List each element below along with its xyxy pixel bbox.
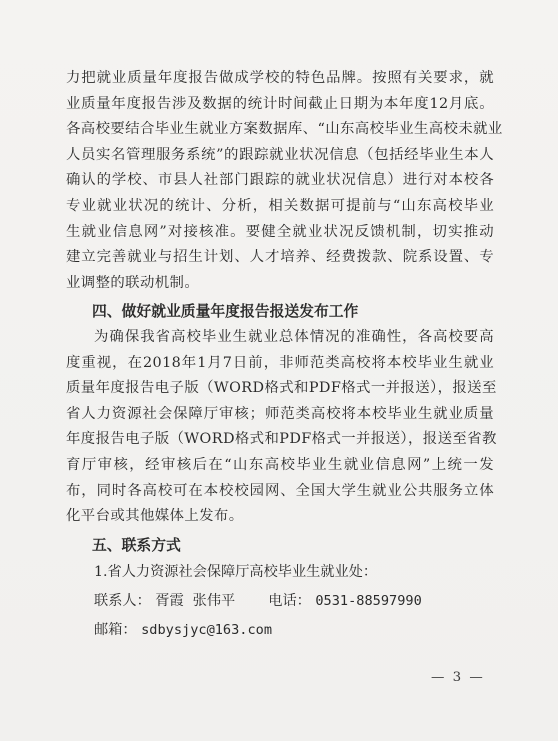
page-number: — 3 — (431, 670, 485, 685)
text-line: 年度报告电子版（WORD格式和PDF格式一并报送），报送至省教 (66, 431, 497, 448)
contact-person-label: 联系人： (94, 593, 151, 610)
text-line: 业调整的联动机制。 (66, 274, 200, 291)
text-line: 力把就业质量年度报告做成学校的特色品牌。按照有关要求，就 (66, 70, 494, 86)
contact-persons-row (66, 587, 494, 616)
contact-email-row (66, 616, 494, 645)
text-line: 业质量年度报告涉及数据的统计时间截止日期为本年度12月底。 (66, 95, 494, 112)
contact-email-label: 邮箱： (94, 622, 137, 639)
contact-info (66, 558, 494, 645)
text-line: 质量年度报告电子版（WORD格式和PDF格式一并报送），报送至 (66, 380, 497, 397)
document-body (66, 66, 503, 645)
text-line: 为确保我省高校毕业生就业总体情况的准确性，各高校要高 (94, 328, 494, 345)
text-line: 人员实名管理服务系统”的跟踪就业状况信息（包括经毕业生本人 (66, 146, 494, 163)
text-line: 生就业信息网”对接核准。要健全就业状况反馈机制，切实推动 (66, 223, 494, 240)
section-heading-4: 四、做好就业质量年度报告报送发布工作 (92, 303, 359, 321)
contact-phone: 0531-88597990 (315, 593, 422, 610)
text-line: 省人力资源社会保障厅审核；师范类高校将本校毕业生就业质量 (66, 405, 494, 422)
text-line: 化平台或其他媒体上发布。 (66, 508, 244, 525)
text-line: 建立完善就业与招生计划、人才培养、经费拨款、院系设置、专 (66, 249, 494, 266)
contact-department: 1.省人力资源社会保障厅高校毕业生就业处： (94, 564, 378, 581)
text-line: 确认的学校、市县人社部门跟踪的就业状况信息）进行对本校各 (66, 172, 494, 189)
text-line: 布，同时各高校可在本校校园网、全国大学生就业公共服务立体 (66, 482, 494, 499)
contact-email: sdbysjyc@163.com (141, 622, 273, 639)
section-heading-5: 五、联系方式 (92, 536, 181, 554)
text-line: 各高校要结合毕业生就业方案数据库、“山东高校毕业生高校未就业 (66, 121, 503, 138)
contact-person-names: 胥霞 张伟平 (155, 593, 236, 610)
paragraph-submission (66, 325, 497, 530)
text-line: 育厅审核，经审核后在“山东高校毕业生就业信息网”上统一发 (66, 456, 494, 473)
contact-phone-label: 电话： (268, 593, 311, 610)
text-line: 专业就业状况的统计、分析，相关数据可提前与“山东高校毕业 (66, 197, 494, 214)
text-line: 度重视，在2018年1月7日前，非师范类高校将本校毕业生就业 (66, 354, 494, 371)
paragraph-reporting-requirements (66, 66, 503, 296)
